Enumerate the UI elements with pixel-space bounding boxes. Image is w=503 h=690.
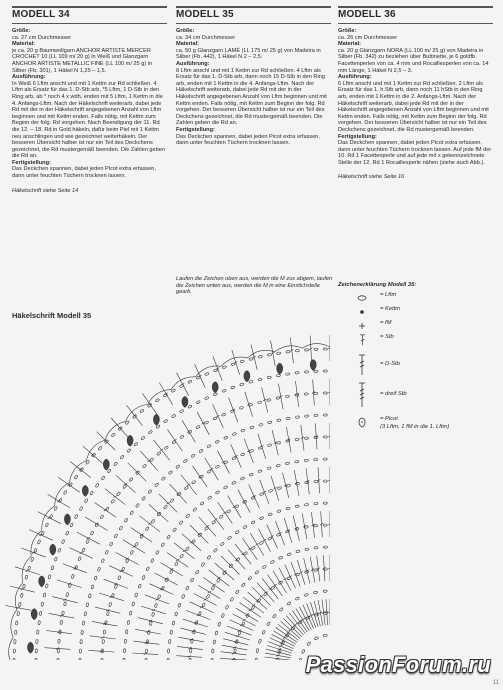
legend-item-lftm	[338, 292, 498, 304]
crochet-diagram	[0, 300, 330, 660]
material-label: Material:	[176, 41, 200, 48]
legend-item-dreif-stb	[338, 382, 498, 408]
legend-item-kettm	[338, 306, 498, 318]
diagram-title: Häkelschrift Modell 35	[12, 311, 92, 320]
single-crochet-icon	[356, 320, 376, 332]
symbol-note: Laufen die Zeichen oben aus, werden die M zus abgem, laufen die Zeichen unten aus, werden die M in eine Einstichstelle gearb.	[176, 276, 333, 296]
modell-36-column	[338, 6, 493, 181]
legend-label: = fM	[380, 320, 392, 326]
ausfuehrung-text: In Weiß 6 Lftm anschl und mit 1 Kettm zur Rd schließen. 4 Lftm als Ersatz für das 1. D-Stb arb, *5 Lftm, 1 D-Stb in den Ring arb, ab * noch 4 x wdh, enden mit 5 Lftm, 1 Kettm in die 4. Anfangs-Lftm. Nach der Häkelschrift weiterarb, dabei jede Rd mit der in der Häkelschrift angegebenen Anzahl von Lftm beginnen und mit Kettm enden. Falls nötig, mit Kettm zum Beginn der folg. Rd vorgehen. Nach Beendigung der 11. Rd die 12. – 18. Rd in Gold häkeln, dafür beim Piel mit 1 Kettm neu anschlingen und wie gezeichnet weiterhäkeln. Der besseren Übersicht halber ist nur ein Teil des Deckchens gezeichnet, die Rd mustergemäß beenden. Die Zahlen geben die Rd an.	[12, 80, 165, 160]
size-text: ca. 27 cm Durchmesser	[12, 34, 72, 41]
legend-title: Zeichenerklärung Modell 35:	[338, 282, 417, 288]
legend-label: = dreif Stb	[380, 391, 407, 397]
ausfuehrung-label: Ausführung:	[338, 74, 372, 81]
site-watermark: PassionForum.ru	[305, 652, 491, 677]
legend-label: = Stb	[380, 334, 394, 340]
modell-34-column	[12, 6, 167, 194]
treble-crochet-icon	[356, 354, 376, 376]
material-text: ca. 50 g Glanzgarn LAMÉ (LL 175 m/ 25 g) von Madeira in Silber (Fb. 442), 1 Häkel N 2 – 2,5.	[176, 47, 321, 61]
legend-item-dstb	[338, 354, 498, 376]
fertigstellung-text: Das Deckchen spannen, dabei jeden Picot extra erfassen, dann unter feuchten Tüchern trocknen lassen. Auf jede fM der 10. Rd 1 Facettenperle und auf jede mit x gekennzeichnete Stelle der 12. Rd 1 Rocaillesperle nähen (siehe auch Abb.).	[338, 140, 492, 166]
page-reference: Häkelschrift siehe Seite 14	[12, 187, 79, 194]
legend-item-fm	[338, 320, 498, 332]
size-label: Größe:	[338, 28, 357, 34]
modell-35-title: MODELL 35	[176, 6, 331, 24]
picot-icon	[356, 416, 376, 428]
page-number: 11	[492, 680, 499, 686]
ausfuehrung-label: Ausführung:	[176, 60, 210, 67]
size-text: ca. 26 cm Durchmesser	[338, 34, 398, 41]
material-label: Material:	[12, 41, 36, 48]
material-text: ca. 20 g Glanzgarn NORA (LL 100 m/ 25 g) von Madeira in Silber (Fb. 342) zu beziehen über Buttinette, je 6 goldfb. Facettenperlen von ca. 4 mm und Rocaillesperlen von ca. 14 mm Länge, 1 Häkel N 2,5 – 3.	[338, 47, 489, 74]
chain-stitch-icon	[356, 292, 376, 304]
legend-label: = Picot	[380, 416, 398, 422]
fertigstellung-label: Fertigstellung:	[12, 159, 51, 166]
material-label: Material:	[338, 41, 362, 48]
material-text: je ca. 20 g Baumwollgarn ANCHOR ARTISTE MERCER CROCHET 10 (LL 109 m/ 20 g) in Weiß und Glanzgarn ANCHOR ARTISTE METALLIC FINE (LL 100 m/ 25 g) in Silber (Fb. 301), 1 Häkel N 1,25 – 1,5.	[12, 47, 153, 74]
fertigstellung-text: Das Deckchen spannen, dabei jeden Picot extra erfassen, dann unter feuchten Tüchern trocknen lassen.	[176, 133, 320, 147]
legend-item-stb	[338, 334, 498, 348]
size-text: ca. 34 cm Durchmesser	[176, 34, 236, 41]
modell-34-title: MODELL 34	[12, 6, 167, 24]
legend-item-picot	[338, 416, 498, 440]
ausfuehrung-text: 8 Lftm anschl und mit 1 Kettm zur Rd schließen. 4 Lftm als Ersatz für das 1. D-Stb arb, dann noch 15 D-Stb in den Ring arb, enden mit 1 Kettm in die 4. Anfangs-Lftm. Nach der Häkelschrift weiterarb, dabei jede Rd mit der in der Häkelschrift angegebenen Anzahl von Lftm beginnen und mit Kettm enden. Falls nötig, mit Kettm zum Beginn der folg. Rd vorgehen. Der besseren Übersicht halber ist nur ein Teil des Deckchens gezeichnet, die Rd mustergemäß beenden. Die Zahlen geben die Rd an.	[176, 67, 327, 127]
ausfuehrung-label: Ausführung:	[12, 74, 46, 81]
fertigstellung-text: Das Deckchen spannen, dabei jeden Picot extra erfassen, dann unter feuchten Tüchern trocknen lassen.	[12, 166, 156, 180]
fertigstellung-label: Fertigstellung:	[338, 133, 377, 140]
legend-sublabel: (3 Lftm, 1 fM in die 1. Lftm)	[380, 424, 450, 430]
triple-treble-icon	[356, 382, 376, 408]
ausfuehrung-text: 6 Lftm anschl und mit 1 Kettm zur Rd schließen. 2 Lftm als Ersatz für das 1. h.Stb arb, dann noch 11 hStb in den Ring arb, enden mit 1 Kettm in die 2. Anfangs-Lftm. Nach der Häkelschrift weiterarb, dabei jede Rd mit der in der Häkelschrift angegebenen Anzahl von Lftm beginnen und mit Kettm enden. Falls nötig, mit Kettm zum Beginn der folg. Rd vorgehen. Der besseren Übersicht halber ist nur ein Teil des Deckchens gezeichnet, die Rd mustergemäß beenden.	[338, 80, 489, 133]
modell-35-column	[176, 6, 331, 147]
legend-label: = Lftm	[380, 292, 397, 298]
page-reference: Häkelschrift siehe Seite 16	[338, 174, 405, 181]
slip-stitch-icon	[356, 306, 376, 318]
legend-label: = D-Stb	[380, 361, 400, 367]
size-label: Größe:	[176, 28, 195, 34]
modell-36-title: MODELL 36	[338, 6, 493, 24]
double-crochet-icon	[356, 334, 376, 346]
size-label: Größe:	[12, 28, 31, 34]
legend-label: = Kettm	[380, 306, 401, 312]
fertigstellung-label: Fertigstellung:	[176, 126, 215, 133]
